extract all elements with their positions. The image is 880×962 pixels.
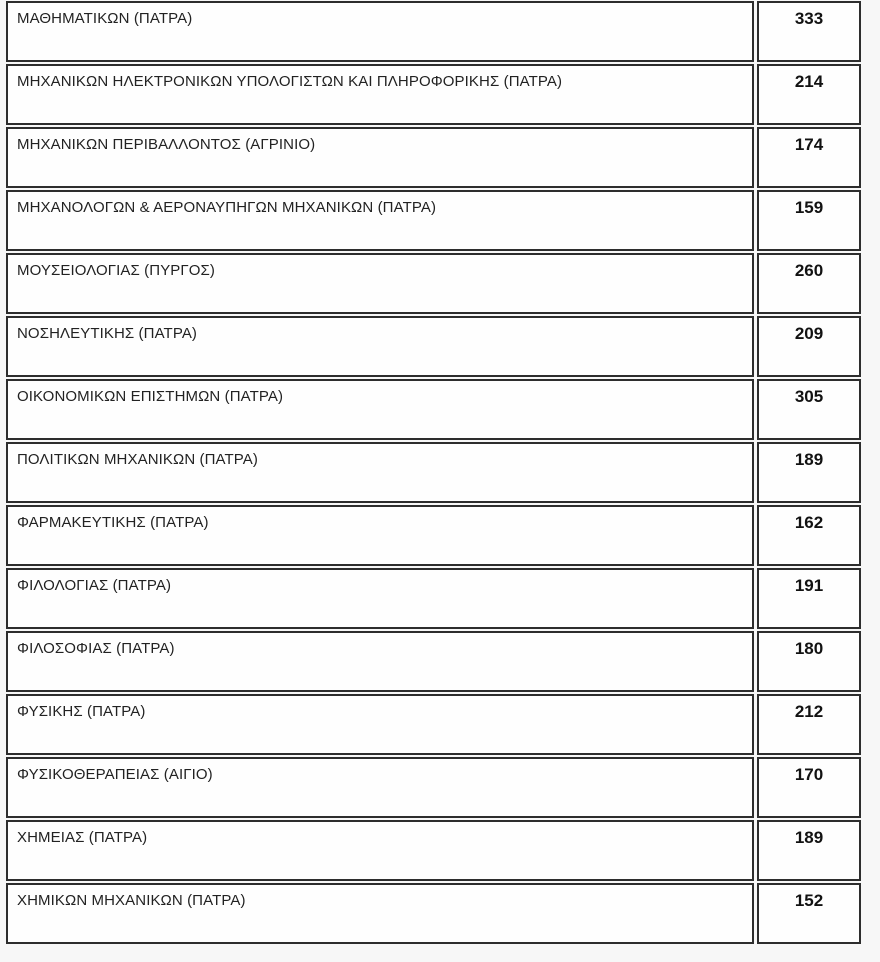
department-cell: ΜΗΧΑΝΙΚΩΝ ΠΕΡΙΒΑΛΛΟΝΤΟΣ (ΑΓΡΙΝΙΟ): [6, 127, 754, 188]
count-cell: 170: [757, 757, 861, 818]
department-cell: ΜΑΘΗΜΑΤΙΚΩΝ (ΠΑΤΡΑ): [6, 1, 754, 62]
department-cell: ΦΑΡΜΑΚΕΥΤΙΚΗΣ (ΠΑΤΡΑ): [6, 505, 754, 566]
department-cell: ΜΟΥΣΕΙΟΛΟΓΙΑΣ (ΠΥΡΓΟΣ): [6, 253, 754, 314]
table-row: [6, 757, 861, 818]
table-row: [6, 253, 861, 314]
department-cell: ΜΗΧΑΝΟΛΟΓΩΝ & ΑΕΡΟΝΑΥΠΗΓΩΝ ΜΗΧΑΝΙΚΩΝ (ΠΑΤΡΑ): [6, 190, 754, 251]
table-row: [6, 505, 861, 566]
count-cell: 162: [757, 505, 861, 566]
table-row: [6, 379, 861, 440]
department-cell: ΧΗΜΕΙΑΣ (ΠΑΤΡΑ): [6, 820, 754, 881]
count-cell: 212: [757, 694, 861, 755]
count-cell: 174: [757, 127, 861, 188]
department-cell: ΠΟΛΙΤΙΚΩΝ ΜΗΧΑΝΙΚΩΝ (ΠΑΤΡΑ): [6, 442, 754, 503]
table-row: [6, 631, 861, 692]
count-cell: 214: [757, 64, 861, 125]
department-cell: ΦΙΛΟΣΟΦΙΑΣ (ΠΑΤΡΑ): [6, 631, 754, 692]
table-row: [6, 190, 861, 251]
department-cell: ΦΥΣΙΚΗΣ (ΠΑΤΡΑ): [6, 694, 754, 755]
table-row: [6, 1, 861, 62]
count-cell: 305: [757, 379, 861, 440]
department-cell: ΧΗΜΙΚΩΝ ΜΗΧΑΝΙΚΩΝ (ΠΑΤΡΑ): [6, 883, 754, 944]
count-cell: 189: [757, 820, 861, 881]
count-cell: 159: [757, 190, 861, 251]
table-row: [6, 694, 861, 755]
department-cell: ΜΗΧΑΝΙΚΩΝ ΗΛΕΚΤΡΟΝΙΚΩΝ ΥΠΟΛΟΓΙΣΤΩΝ ΚΑΙ ΠΛΗΡΟΦΟΡΙΚΗΣ (ΠΑΤΡΑ): [6, 64, 754, 125]
table-row: [6, 64, 861, 125]
table-row: [6, 127, 861, 188]
table-row: [6, 883, 861, 944]
count-cell: 189: [757, 442, 861, 503]
department-cell: ΦΥΣΙΚΟΘΕΡΑΠΕΙΑΣ (ΑΙΓΙΟ): [6, 757, 754, 818]
count-cell: 260: [757, 253, 861, 314]
table-row: [6, 316, 861, 377]
departments-table: [3, 0, 864, 946]
count-cell: 152: [757, 883, 861, 944]
table-row: [6, 442, 861, 503]
count-cell: 333: [757, 1, 861, 62]
table-row: [6, 568, 861, 629]
table-row: [6, 820, 861, 881]
department-cell: ΝΟΣΗΛΕΥΤΙΚΗΣ (ΠΑΤΡΑ): [6, 316, 754, 377]
count-cell: 180: [757, 631, 861, 692]
department-cell: ΦΙΛΟΛΟΓΙΑΣ (ΠΑΤΡΑ): [6, 568, 754, 629]
departments-table-body: [6, 1, 861, 944]
department-cell: ΟΙΚΟΝΟΜΙΚΩΝ ΕΠΙΣΤΗΜΩΝ (ΠΑΤΡΑ): [6, 379, 754, 440]
count-cell: 191: [757, 568, 861, 629]
count-cell: 209: [757, 316, 861, 377]
